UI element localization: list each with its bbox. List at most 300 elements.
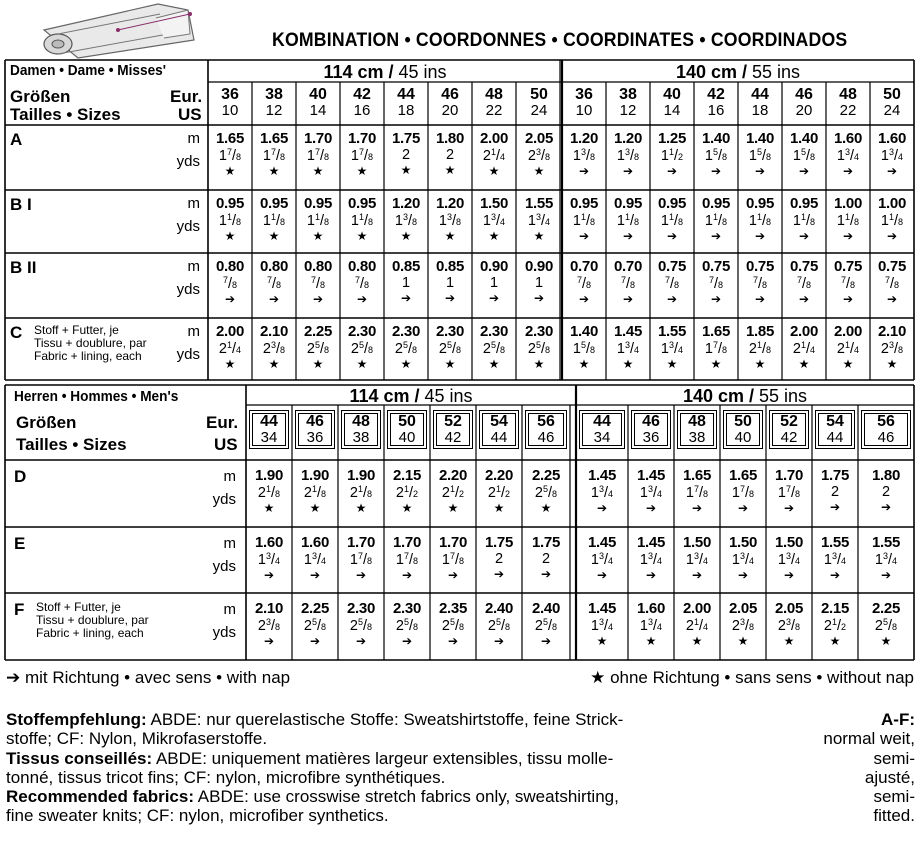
page-title: KOMBINATION • COORDONNES • COORDINATES • COORDINADOS bbox=[272, 30, 848, 51]
men-cell bbox=[430, 535, 476, 581]
cell-m: 1.90 bbox=[301, 467, 329, 484]
fabric-fr: Tissus conseillés: ABDE: uniquement matières largeur extensibles, tissu molle- tonné, tissus tricot fins; CF: nylon, microfibre synthétiques. bbox=[6, 748, 614, 787]
star-icon: ★ bbox=[842, 356, 854, 371]
star-icon: ★ bbox=[356, 163, 368, 178]
cell-m: 0.75 bbox=[702, 258, 730, 275]
arrow-icon: ➔ bbox=[886, 228, 898, 243]
size-eur: 44 bbox=[397, 86, 415, 103]
arrow-icon: ➔ bbox=[356, 291, 368, 306]
size-us: 10 bbox=[221, 102, 239, 119]
cell-m: 1.75 bbox=[532, 534, 560, 551]
men-width-114: 114 cm / 45 ins bbox=[349, 386, 473, 406]
women-row-label: B I bbox=[10, 195, 32, 214]
men-cell bbox=[628, 535, 674, 581]
arrow-icon: ➔ bbox=[842, 291, 854, 306]
women-cell bbox=[296, 196, 340, 242]
cell-yds: $^7$/8 bbox=[310, 275, 326, 292]
cell-m: 1.80 bbox=[872, 467, 900, 484]
women-cell bbox=[694, 131, 738, 177]
women-cell bbox=[562, 196, 606, 242]
cell-yds: $1^1/8$ bbox=[306, 212, 330, 229]
men-cell bbox=[430, 601, 476, 647]
women-cell bbox=[340, 131, 384, 177]
arrow-icon: ➔ bbox=[880, 499, 892, 514]
men-cell bbox=[812, 468, 858, 513]
women-size-col bbox=[208, 87, 252, 118]
cell-m: 2.25 bbox=[532, 467, 560, 484]
women-cell bbox=[208, 131, 252, 177]
cell-m: 0.95 bbox=[658, 195, 686, 212]
star-icon: ★ bbox=[783, 633, 795, 648]
cell-m: 0.70 bbox=[614, 258, 642, 275]
size-eur: 40 bbox=[309, 86, 327, 103]
cell-m: 0.95 bbox=[260, 195, 288, 212]
men-cell bbox=[292, 535, 338, 581]
size-eur: 48 bbox=[352, 413, 370, 430]
women-cell bbox=[472, 324, 516, 370]
cell-yds: $2^1/8$ bbox=[748, 340, 772, 357]
women-cell bbox=[384, 259, 428, 304]
arrow-icon: ➔ bbox=[829, 499, 841, 514]
cell-m: 1.90 bbox=[347, 467, 375, 484]
cell-yds: $2^5/8$ bbox=[438, 340, 462, 357]
cell-yds: $1^5/8$ bbox=[748, 147, 772, 164]
star-icon: ★ bbox=[268, 356, 280, 371]
men-cell bbox=[576, 468, 628, 514]
cell-m: 1.45 bbox=[588, 534, 616, 551]
men-row-label: D bbox=[14, 467, 27, 486]
men-size-col bbox=[390, 413, 424, 446]
cell-m: 0.75 bbox=[658, 258, 686, 275]
cell-yds: $1^7/8$ bbox=[306, 147, 330, 164]
cell-yds: $1^3/4$ bbox=[257, 551, 281, 568]
cell-yds: $1^1/2$ bbox=[660, 147, 684, 164]
arrow-icon: ➔ bbox=[842, 228, 854, 243]
cell-yds: $2^5/8$ bbox=[874, 617, 898, 634]
cell-yds: $1^3/4$ bbox=[823, 551, 847, 568]
men-row-subtext: Stoff + Futter, je bbox=[36, 600, 121, 614]
star-icon: ★ bbox=[444, 162, 456, 177]
cell-yds: $1^3/4$ bbox=[303, 551, 327, 568]
cell-m: 2.15 bbox=[393, 467, 421, 484]
cell-yds: $2^5/8$ bbox=[306, 340, 330, 357]
star-icon: ★ bbox=[268, 228, 280, 243]
cell-m: 1.65 bbox=[216, 130, 244, 147]
women-cell bbox=[562, 259, 606, 305]
cell-yds: $^7$/8 bbox=[576, 275, 592, 292]
arrow-icon: ➔ bbox=[783, 567, 795, 582]
cell-m: 2.05 bbox=[729, 600, 757, 617]
unit-m: m bbox=[223, 468, 236, 485]
unit-m: m bbox=[223, 535, 236, 552]
women-cell bbox=[562, 324, 606, 370]
arrow-icon: ➔ bbox=[645, 500, 657, 515]
size-us: 18 bbox=[751, 102, 769, 119]
cell-yds: $2^3/8$ bbox=[262, 340, 286, 357]
cell-yds: $1^7/8$ bbox=[350, 147, 374, 164]
women-cell bbox=[428, 131, 472, 176]
arrow-icon: ➔ bbox=[493, 566, 505, 581]
men-cell bbox=[430, 468, 476, 514]
men-cell bbox=[384, 535, 430, 581]
cell-m: 1.00 bbox=[878, 195, 906, 212]
cell-yds: 1 bbox=[489, 275, 499, 291]
cell-yds: 2 bbox=[881, 484, 891, 500]
size-us: 22 bbox=[485, 102, 503, 119]
men-cell bbox=[476, 601, 522, 647]
cell-yds: $2^1/8$ bbox=[349, 484, 373, 501]
cell-m: 1.85 bbox=[746, 323, 774, 340]
men-cell bbox=[766, 468, 812, 514]
men-cell bbox=[576, 535, 628, 581]
size-eur: 50 bbox=[398, 413, 416, 430]
cell-m: 2.15 bbox=[821, 600, 849, 617]
cell-yds: $1^1/8$ bbox=[218, 212, 242, 229]
women-cell bbox=[606, 259, 650, 305]
size-us: 46 bbox=[877, 429, 895, 446]
women-size-col bbox=[472, 87, 516, 118]
men-size-col bbox=[482, 413, 516, 446]
star-icon: ★ bbox=[666, 356, 678, 371]
cell-yds: $2^1/2$ bbox=[441, 484, 465, 501]
cell-yds: 2 bbox=[830, 484, 840, 500]
cell-yds: $1^1/8$ bbox=[262, 212, 286, 229]
women-row-subtext: Stoff + Futter, je bbox=[34, 323, 119, 337]
fabric-recommendations bbox=[6, 710, 796, 826]
cell-yds: $1^1/8$ bbox=[836, 212, 860, 229]
cell-m: 1.55 bbox=[872, 534, 900, 551]
cell-m: 1.70 bbox=[393, 534, 421, 551]
size-us: 24 bbox=[883, 102, 901, 119]
arrow-icon: ➔ bbox=[754, 163, 766, 178]
women-cell bbox=[782, 196, 826, 242]
cell-m: 2.05 bbox=[525, 130, 553, 147]
star-icon: ★ bbox=[578, 356, 590, 371]
women-cell bbox=[870, 259, 914, 305]
cell-m: 0.75 bbox=[878, 258, 906, 275]
arrow-icon: ➔ bbox=[880, 567, 892, 582]
men-cell bbox=[720, 535, 766, 581]
men-size-col bbox=[726, 413, 760, 446]
arrow-icon: ➔ bbox=[798, 291, 810, 306]
arrow-icon: ➔ bbox=[798, 228, 810, 243]
unit-yds: yds bbox=[176, 218, 200, 235]
women-cell bbox=[428, 259, 472, 304]
size-eur: 52 bbox=[444, 413, 462, 430]
arrow-icon: ➔ bbox=[622, 291, 634, 306]
arrow-icon: ➔ bbox=[666, 228, 678, 243]
size-eur: 56 bbox=[537, 413, 555, 430]
cell-m: 1.20 bbox=[570, 130, 598, 147]
cell-yds: $^7$/8 bbox=[620, 275, 636, 292]
women-cell bbox=[738, 131, 782, 177]
cell-yds: $2^3/8$ bbox=[257, 617, 281, 634]
women-cell bbox=[472, 259, 516, 304]
size-eur: 56 bbox=[877, 413, 895, 430]
cell-yds: $1^7/8$ bbox=[441, 551, 465, 568]
cell-m: 1.20 bbox=[614, 130, 642, 147]
cell-m: 1.45 bbox=[637, 534, 665, 551]
cell-m: 2.10 bbox=[255, 600, 283, 617]
cell-m: 0.95 bbox=[304, 195, 332, 212]
cell-m: 2.00 bbox=[683, 600, 711, 617]
size-eur: 42 bbox=[353, 86, 371, 103]
star-icon: ★ bbox=[880, 633, 892, 648]
cell-yds: $1^3/4$ bbox=[639, 484, 663, 501]
size-us: 24 bbox=[530, 102, 548, 119]
size-us: 18 bbox=[397, 102, 415, 119]
men-cell bbox=[858, 468, 914, 513]
cell-yds: $1^3/4$ bbox=[836, 147, 860, 164]
cell-m: 0.95 bbox=[614, 195, 642, 212]
men-cell bbox=[292, 601, 338, 647]
arrow-icon: ➔ bbox=[224, 291, 236, 306]
women-cell bbox=[562, 131, 606, 177]
cell-yds: $^7$/8 bbox=[266, 275, 282, 292]
cell-yds: $1^3/4$ bbox=[777, 551, 801, 568]
cell-m: 0.95 bbox=[702, 195, 730, 212]
cell-yds: $2^5/8$ bbox=[303, 617, 327, 634]
men-cell bbox=[576, 601, 628, 647]
star-icon: ★ bbox=[488, 163, 500, 178]
cell-m: 2.30 bbox=[392, 323, 420, 340]
men-row-subtext: Fabric + lining, each bbox=[36, 626, 144, 640]
cell-yds: $1^3/4$ bbox=[616, 340, 640, 357]
men-row-label: F bbox=[14, 600, 25, 619]
men-cell bbox=[476, 535, 522, 580]
cell-yds: $1^1/8$ bbox=[792, 212, 816, 229]
fabric-en: Recommended fabrics: ABDE: use crosswise stretch fabrics only, sweatshirting, fine sweater knits; CF: nylon, microfiber synthetics. bbox=[6, 787, 619, 826]
women-cell bbox=[826, 131, 870, 177]
men-sizes-label: Größen bbox=[16, 413, 77, 432]
cell-yds: $2^3/8$ bbox=[880, 340, 904, 357]
women-size-col bbox=[340, 87, 384, 118]
size-us: 40 bbox=[734, 429, 752, 446]
cell-yds: $1^7/8$ bbox=[218, 147, 242, 164]
men-eur-label: Eur. bbox=[206, 413, 239, 432]
unit-yds: yds bbox=[212, 558, 236, 575]
arrow-icon: ➔ bbox=[540, 566, 552, 581]
women-cell bbox=[516, 259, 562, 304]
cell-m: 2.40 bbox=[532, 600, 560, 617]
cell-m: 0.80 bbox=[260, 258, 288, 275]
star-icon: ★ bbox=[798, 356, 810, 371]
cell-yds: $1^7/8$ bbox=[704, 340, 728, 357]
star-icon: ★ bbox=[309, 500, 321, 515]
cell-yds: 2 bbox=[445, 147, 455, 163]
fit-note: A-F: normal weit, semi- ajusté, semi- fitted. bbox=[823, 710, 915, 826]
size-eur: 48 bbox=[688, 413, 706, 430]
arrow-icon: ➔ bbox=[309, 633, 321, 648]
cell-m: 1.00 bbox=[834, 195, 862, 212]
cell-m: 1.60 bbox=[255, 534, 283, 551]
arrow-icon: ➔ bbox=[645, 567, 657, 582]
size-us: 42 bbox=[780, 429, 798, 446]
unit-m: m bbox=[187, 258, 200, 275]
women-cell bbox=[208, 259, 252, 305]
men-size-col bbox=[864, 413, 908, 446]
size-eur: 38 bbox=[619, 86, 637, 103]
cell-yds: $2^5/8$ bbox=[487, 617, 511, 634]
men-header-title: Herren • Hommes • Men's bbox=[14, 389, 179, 405]
women-cell bbox=[252, 259, 296, 305]
star-icon: ★ bbox=[444, 356, 456, 371]
women-size-col bbox=[606, 87, 650, 118]
men-size-col bbox=[436, 413, 470, 446]
cell-m: 0.70 bbox=[570, 258, 598, 275]
star-icon: ★ bbox=[401, 500, 413, 515]
cell-yds: 1 bbox=[445, 275, 455, 291]
star-icon: ★ bbox=[710, 356, 722, 371]
cell-yds: 2 bbox=[401, 147, 411, 163]
women-row-label: A bbox=[10, 130, 23, 149]
size-us: 20 bbox=[441, 102, 459, 119]
women-cell bbox=[606, 324, 650, 370]
women-sizes-label: Größen bbox=[10, 87, 71, 106]
unit-yds: yds bbox=[212, 624, 236, 641]
men-cell bbox=[812, 601, 858, 647]
cell-m: 1.55 bbox=[525, 195, 553, 212]
star-icon: ★ bbox=[488, 228, 500, 243]
cell-yds: $1^7/8$ bbox=[777, 484, 801, 501]
star-icon: ★ bbox=[540, 500, 552, 515]
cell-m: 1.45 bbox=[588, 467, 616, 484]
star-icon: ★ bbox=[400, 228, 412, 243]
women-size-col bbox=[870, 87, 914, 118]
arrow-icon: ➔ bbox=[691, 567, 703, 582]
size-us: 34 bbox=[260, 429, 278, 446]
women-cell bbox=[472, 196, 516, 242]
arrow-icon: ➔ bbox=[268, 291, 280, 306]
men-cell bbox=[246, 468, 292, 514]
star-icon: ★ bbox=[645, 633, 657, 648]
cell-yds: $1^5/8$ bbox=[704, 147, 728, 164]
arrow-icon: ➔ bbox=[578, 163, 590, 178]
cell-yds: $1^1/8$ bbox=[660, 212, 684, 229]
cell-m: 1.60 bbox=[878, 130, 906, 147]
men-cell bbox=[858, 601, 914, 647]
men-row-subtext: Tissu + doublure, par bbox=[36, 613, 149, 627]
size-eur: 46 bbox=[642, 413, 660, 430]
size-eur: 44 bbox=[593, 413, 611, 430]
cell-yds: $2^5/8$ bbox=[395, 617, 419, 634]
men-size-col bbox=[818, 413, 852, 446]
men-cell bbox=[522, 535, 570, 580]
arrow-icon: ➔ bbox=[312, 291, 324, 306]
men-cell bbox=[720, 601, 766, 647]
size-us: 38 bbox=[688, 429, 706, 446]
cell-m: 0.80 bbox=[348, 258, 376, 275]
women-cell bbox=[606, 131, 650, 177]
men-us-label: US bbox=[214, 435, 238, 454]
cell-yds: 2 bbox=[494, 551, 504, 567]
cell-yds: $1^5/8$ bbox=[572, 340, 596, 357]
cell-m: 0.90 bbox=[480, 258, 508, 275]
size-us: 44 bbox=[826, 429, 844, 446]
cell-m: 2.10 bbox=[878, 323, 906, 340]
arrow-icon: ➔ bbox=[533, 290, 545, 305]
women-row-label: C bbox=[10, 323, 23, 342]
cell-m: 2.00 bbox=[216, 323, 244, 340]
women-cell bbox=[472, 131, 516, 177]
cell-yds: $1^7/8$ bbox=[349, 551, 373, 568]
men-sizes-label-2: Tailles • Sizes bbox=[16, 435, 127, 454]
men-cell bbox=[246, 601, 292, 647]
cell-m: 1.75 bbox=[821, 467, 849, 484]
women-size-col bbox=[428, 87, 472, 118]
women-eur-label: Eur. bbox=[170, 87, 203, 106]
arrow-icon: ➔ bbox=[309, 567, 321, 582]
men-cell bbox=[858, 535, 914, 581]
unit-m: m bbox=[223, 601, 236, 618]
cell-m: 0.95 bbox=[216, 195, 244, 212]
arrow-icon: ➔ bbox=[401, 633, 413, 648]
star-icon: ★ bbox=[268, 163, 280, 178]
women-cell bbox=[384, 131, 428, 176]
size-eur: 46 bbox=[795, 86, 813, 103]
size-us: 12 bbox=[619, 102, 637, 119]
size-us: 46 bbox=[537, 429, 555, 446]
cell-m: 1.55 bbox=[821, 534, 849, 551]
men-cell bbox=[674, 468, 720, 514]
women-size-col bbox=[782, 87, 826, 118]
cell-yds: $1^3/4$ bbox=[590, 551, 614, 568]
men-row-label: E bbox=[14, 534, 26, 553]
women-cell bbox=[516, 196, 562, 242]
size-us: 38 bbox=[352, 429, 370, 446]
size-us: 14 bbox=[663, 102, 681, 119]
men-size-col bbox=[680, 413, 714, 446]
arrow-icon: ➔ bbox=[355, 567, 367, 582]
size-us: 42 bbox=[444, 429, 462, 446]
women-cell bbox=[782, 131, 826, 177]
cell-m: 0.85 bbox=[436, 258, 464, 275]
women-cell bbox=[340, 324, 384, 370]
cell-yds: $2^1/2$ bbox=[487, 484, 511, 501]
size-eur: 50 bbox=[734, 413, 752, 430]
size-eur: 48 bbox=[839, 86, 857, 103]
star-icon: ★ bbox=[493, 500, 505, 515]
cell-yds: $^7$/8 bbox=[354, 275, 370, 292]
women-cell bbox=[826, 324, 870, 370]
cell-m: 2.25 bbox=[872, 600, 900, 617]
arrow-icon: ➔ bbox=[488, 290, 500, 305]
women-size-col bbox=[252, 87, 296, 118]
cell-m: 0.95 bbox=[790, 195, 818, 212]
women-size-col bbox=[738, 87, 782, 118]
star-icon: ★ bbox=[444, 228, 456, 243]
size-us: 44 bbox=[490, 429, 508, 446]
cell-m: 1.20 bbox=[392, 195, 420, 212]
legend-without-nap: ★ ohne Richtung • sans sens • without nap bbox=[590, 668, 914, 687]
cell-m: 1.70 bbox=[304, 130, 332, 147]
cell-yds: $1^5/8$ bbox=[792, 147, 816, 164]
men-cell bbox=[292, 468, 338, 514]
cell-yds: $2^1/2$ bbox=[823, 617, 847, 634]
unit-m: m bbox=[187, 130, 200, 147]
arrow-icon: ➔ bbox=[737, 567, 749, 582]
cell-m: 1.50 bbox=[480, 195, 508, 212]
cell-m: 1.50 bbox=[775, 534, 803, 551]
arrow-icon: ➔ bbox=[444, 290, 456, 305]
cell-yds: 2 bbox=[541, 551, 551, 567]
legend-with-nap: ➔ mit Richtung • avec sens • with nap bbox=[6, 668, 291, 687]
size-us: 20 bbox=[795, 102, 813, 119]
men-size-col bbox=[252, 413, 286, 446]
star-icon: ★ bbox=[355, 500, 367, 515]
women-size-col bbox=[562, 87, 606, 118]
cell-m: 2.05 bbox=[775, 600, 803, 617]
